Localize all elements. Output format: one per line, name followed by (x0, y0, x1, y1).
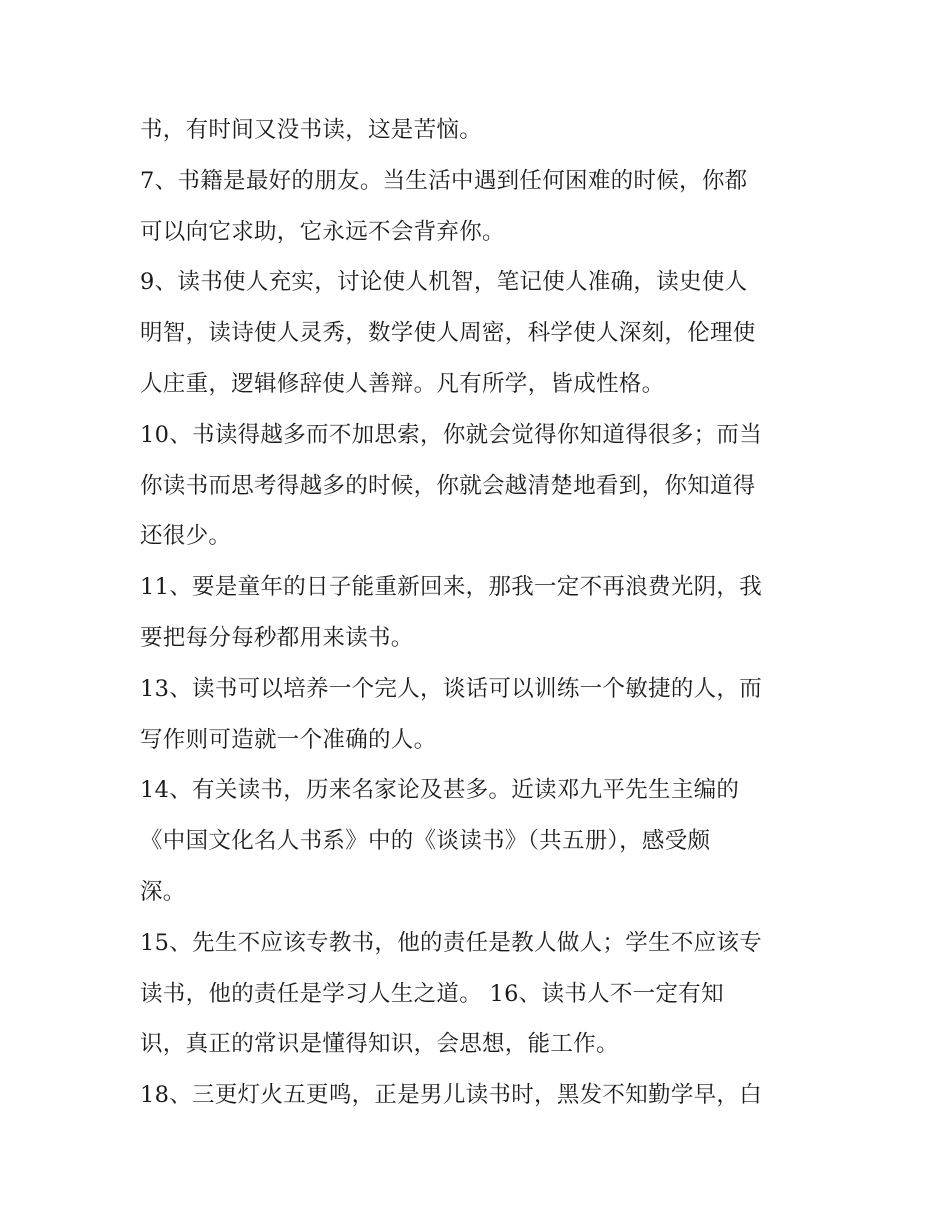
text-line: 可以向它求助，它永远不会背弃你。 (140, 218, 505, 245)
text-line: 15、先生不应该专教书，他的责任是教人做人；学生不应该专 (140, 929, 763, 956)
text-line: 书，有时间又没书读，这是苦恼。 (140, 117, 483, 143)
text-line: 10、书读得越多而不加思索，你就会觉得你知道得很多；而当 (140, 421, 763, 448)
text-line: 要把每分每秒都用来读书。 (140, 624, 414, 651)
text-line: 7、书籍是最好的朋友。当生活中遇到任何困难的时候，你都 (140, 167, 748, 194)
text-line: 11、要是童年的日子能重新回来，那我一定不再浪费光阴，我 (140, 574, 763, 601)
text-line: 读书，他的责任是学习人生之道。 16、读书人不一定有知 (140, 980, 724, 1007)
body-text (140, 105, 820, 1121)
text-line: 《中国文化名人书系》中的《谈读书》（共五册），感受颇 (140, 828, 711, 855)
text-line: 14、有关读书，历来名家论及甚多。近读邓九平先生主编的 (140, 777, 740, 804)
text-line: 18、三更灯火五更鸣，正是男儿读书时，黑发不知勤学早，白 (140, 1082, 763, 1109)
text-line: 还很少。 (140, 523, 232, 550)
text-line: 13、读书可以培养一个完人，谈话可以训练一个敏捷的人，而 (140, 675, 763, 702)
text-line: 你读书而思考得越多的时候，你就会越清楚地看到，你知道得 (140, 472, 756, 499)
text-line: 识，真正的常识是懂得知识，会思想，能工作。 (140, 1031, 619, 1058)
text-line: 9、读书使人充实，讨论使人机智，笔记使人准确，读史使人 (140, 269, 748, 296)
text-line: 明智，读诗使人灵秀，数学使人周密，科学使人深刻，伦理使 (140, 320, 756, 347)
text-line: 人庄重，逻辑修辞使人善辩。凡有所学，皆成性格。 (140, 370, 665, 397)
text-line: 写作则可造就一个准确的人。 (140, 726, 437, 753)
text-line: 深。 (140, 878, 186, 905)
